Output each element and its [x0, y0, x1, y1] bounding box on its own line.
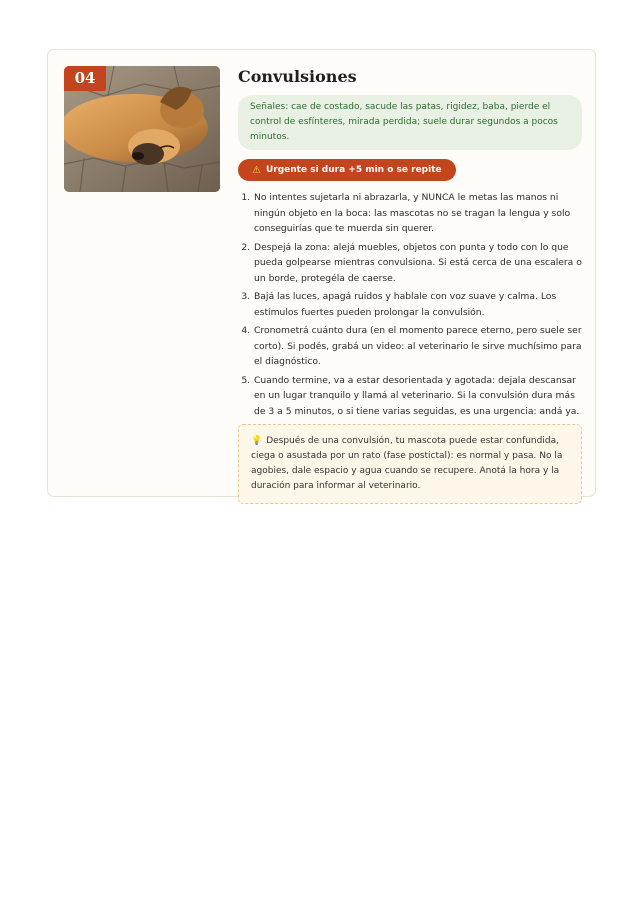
warning-icon: ⚠: [252, 164, 261, 176]
urgent-badge: [238, 159, 456, 181]
step-item: 3. Bajá las luces, apagá ruidos y hablale con voz suave y calma. Los estímulos fuertes pueden prolongar la convulsión.: [253, 289, 582, 320]
dog-photo: [64, 66, 220, 192]
step-item: 5. Cuando termine, va a estar desorientada y agotada: dejala descansar en un lugar tranquilo y llamá al veterinario. Si la convulsión dura más de 3 a 5 minutos, o si tiene varias seguidas, es una urgencia: andá ya.: [253, 373, 582, 420]
step-item: 4. Cronometrá cuánto dura (en el momento parece eterno, pero suele ser corto). Si podés, grabá un video: al veterinario le sirve muchísimo para el diagnóstico.: [253, 323, 582, 370]
emergency-card: [47, 49, 596, 497]
card-title: Convulsiones: [238, 67, 357, 86]
card-content: [238, 66, 582, 504]
lightbulb-icon: 💡: [251, 436, 263, 446]
step-item: 1. No intentes sujetarla ni abrazarla, y NUNCA le metas las manos ni ningún objeto en la boca: las mascotas no se tragan la lengua y solo conseguirías que te muerda sin querer.: [253, 190, 582, 237]
steps-list: [238, 190, 582, 419]
urgent-label: Urgente si dura +5 min o se repite: [265, 165, 442, 175]
tip-text: Después de una convulsión, tu mascota puede estar confundida, ciega o asustada por un rato (fase postictal): es normal y pasa. No la agobies, dale espacio y agua cuando se recupere. Anotá la hora y la duración para informar al veterinario.: [251, 436, 563, 491]
card-number-badge: 04: [64, 66, 106, 91]
step-item: 2. Despejá la zona: alejá muebles, objetos con punta y todo con lo que pueda golpearse mientras convulsiona. Si está cerca de una escalera o un borde, protegéla de caerse.: [253, 240, 582, 287]
tip-box: [238, 424, 582, 504]
signs-box: Señales: cae de costado, sacude las patas, rigidez, baba, pierde el control de esfínteres, mirada perdida; suele durar segundos a pocos minutos.: [238, 95, 582, 150]
